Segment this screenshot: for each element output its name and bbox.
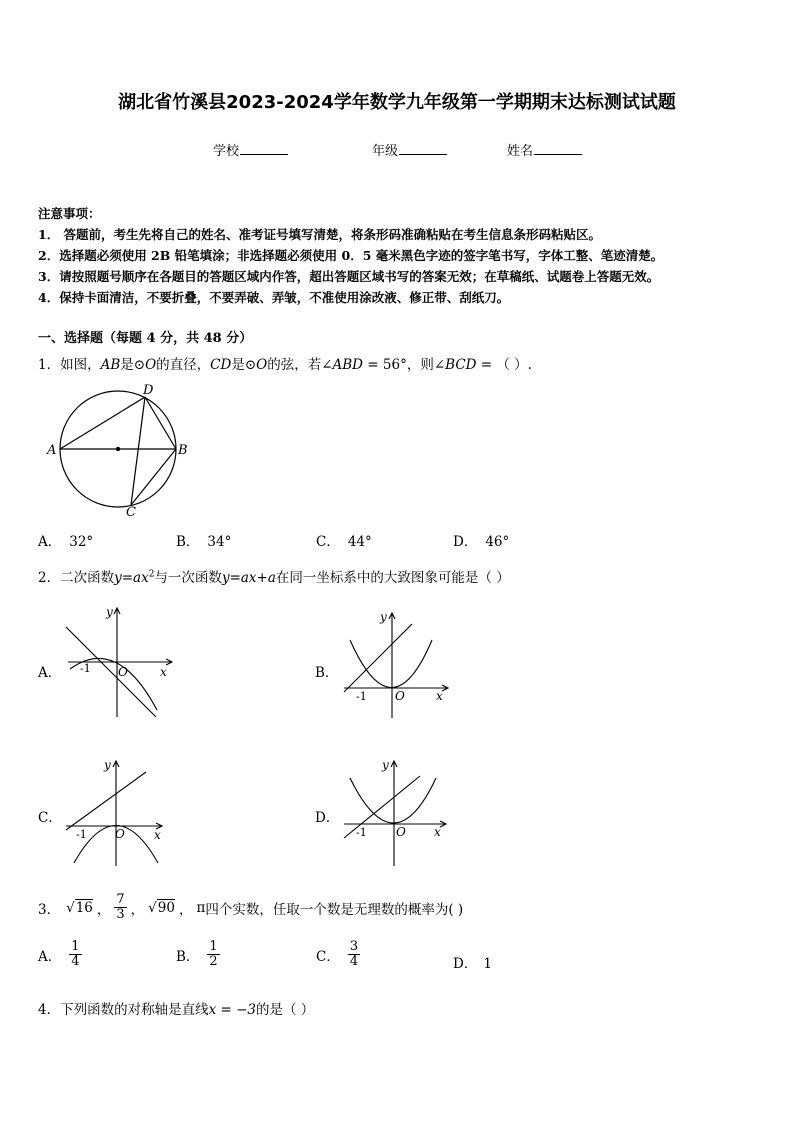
q2-text: 二次函数 [60, 570, 115, 586]
q3-option-c[interactable] [316, 940, 360, 969]
q1-text: 的弦，若∠ [267, 357, 333, 373]
school-blank[interactable] [240, 142, 288, 155]
note-item: 3．请按照题号顺序在各题目的答题区域内作答，超出答题区域书写的答案无效；在草稿纸、试题卷上答题无效。 [38, 269, 660, 284]
q2-option-b-label[interactable]: B． [315, 665, 339, 681]
option-label: A． [38, 534, 62, 550]
option-label: B． [176, 534, 200, 550]
origin-label: O [115, 827, 125, 841]
q1-text: = （ ）. [476, 357, 532, 373]
option-value: 1 [483, 956, 492, 972]
grade-field [372, 140, 447, 159]
note-item: 4．保持卡面清洁，不要折叠，不要弄破、弄皱，不准使用涂改液、修正带、刮纸刀。 [38, 290, 510, 305]
frac-den: 4 [349, 954, 359, 969]
label-a: A [47, 443, 57, 458]
grade-label: 年级 [372, 144, 399, 159]
q1-segment-ab: AB [100, 357, 121, 373]
q1-text: 是 [231, 357, 245, 373]
q3-option-a[interactable] [38, 940, 82, 969]
q1-circle-o: ⊙O [244, 357, 268, 373]
q2-text: 与一次函数 [154, 570, 222, 586]
q2-graph-a[interactable] [62, 605, 182, 720]
center-point [116, 447, 120, 451]
q2-option-a-label[interactable]: A． [38, 665, 62, 681]
q1-circle-figure [44, 380, 194, 520]
q1-angle-abd: ABD [332, 357, 364, 373]
notes-heading: 注意事项： [38, 206, 101, 221]
question-number: 3． [38, 901, 61, 918]
frac-num: 3 [349, 939, 359, 954]
q4-text: 的是（ ） [256, 1002, 315, 1018]
linear-line [66, 772, 146, 830]
q2-graph-d[interactable] [340, 758, 452, 870]
q1-option-c[interactable] [316, 530, 372, 550]
tick-neg1: -1 [76, 828, 87, 841]
axis-x-label: x [154, 828, 161, 842]
chord-db [145, 397, 176, 449]
q1-text: 如图， [60, 357, 101, 373]
q3-sqrt-90: 90 [157, 899, 175, 916]
q2-text: 在同一坐标系中的大致图象可能是（ ） [275, 570, 510, 586]
name-blank[interactable] [534, 142, 582, 155]
q3-option-d[interactable] [453, 952, 492, 972]
label-d: D [143, 383, 154, 398]
question-4 [38, 998, 314, 1018]
note-item: 2．选择题必须使用 2B 铅笔填涂；非选择题必须使用 0．5 毫米黑色字迹的签字笔书写，字体工整、笔迹清楚。 [38, 248, 664, 263]
origin-label: O [395, 689, 405, 703]
q4-formula: x = −3 [208, 1002, 257, 1018]
q1-circle-o: ⊙O [133, 357, 157, 373]
option-label: A． [38, 948, 62, 965]
option-value: 46° [485, 534, 510, 550]
tick-neg1: -1 [356, 826, 367, 839]
q3-fraction-7-3 [114, 893, 126, 922]
option-value: 32° [69, 534, 94, 550]
q1-text: = 56°，则∠ [363, 357, 446, 373]
school-label: 学校 [213, 144, 240, 159]
q2-graph-b[interactable] [340, 610, 455, 722]
q3-sqrt-16: 16 [75, 899, 93, 916]
q1-angle-bcd: BCD [445, 357, 477, 373]
tick-neg1: -1 [80, 662, 91, 675]
label-b: B [178, 443, 188, 458]
q2-option-d-label[interactable]: D． [315, 810, 340, 826]
school-field [213, 140, 288, 159]
q1-option-d[interactable] [453, 530, 509, 550]
question-number: 4． [38, 1002, 61, 1018]
label-c: C [126, 505, 136, 520]
tick-neg1: -1 [356, 690, 367, 703]
question-1 [38, 353, 532, 373]
frac-num: 1 [71, 939, 80, 954]
frac-num: 1 [209, 939, 218, 954]
axis-y-label: y [104, 758, 111, 772]
grade-blank[interactable] [399, 142, 447, 155]
section-heading: 一、选择题（每题 4 分，共 48 分） [38, 331, 253, 346]
axis-y-label: y [380, 610, 387, 624]
origin-label: O [396, 825, 406, 839]
option-label: C． [316, 534, 340, 550]
chord-dc [131, 397, 145, 505]
question-number: 2． [38, 570, 61, 586]
notes-block [38, 203, 663, 308]
axis-x-label: x [436, 689, 443, 703]
parabola-curve [350, 778, 436, 823]
question-2 [38, 566, 510, 586]
option-label: D． [453, 534, 478, 550]
q3-text: 四个实数，任取一个数是无理数的概率为( ) [205, 901, 464, 918]
q3-option-b[interactable] [176, 940, 220, 969]
axis-y-label: y [106, 605, 113, 619]
note-item: 1． 答题前，考生先将自己的姓名、准考证号填写清楚，将条形码准确粘贴在考生信息条形码粘贴区。 [38, 227, 602, 242]
q1-text: 是 [120, 357, 134, 373]
origin-label: O [118, 665, 128, 679]
option-label: B． [176, 948, 200, 965]
q1-option-b[interactable] [176, 530, 231, 550]
question-number: 1． [38, 357, 61, 373]
frac-den: 4 [71, 954, 80, 969]
option-label: D． [453, 956, 478, 972]
q1-option-a[interactable] [38, 530, 93, 550]
q2-exponent: 2 [148, 569, 155, 580]
q3-pi: π [196, 899, 206, 916]
q4-text: 下列函数的对称轴是直线 [60, 1002, 209, 1018]
name-field [507, 140, 582, 159]
q2-graph-c[interactable] [62, 758, 172, 870]
frac-den: 2 [209, 954, 218, 969]
q2-option-c-label[interactable]: C． [38, 810, 62, 826]
option-label: C． [316, 948, 340, 965]
frac-num: 7 [116, 892, 125, 907]
chord-ad [60, 397, 145, 449]
option-value: 44° [347, 534, 372, 550]
question-3: 3． √16 ， $\frac{7}{3}$ ， √90 ， π 四个实数，任取一个数是无理数的概率为( ) [38, 892, 464, 922]
q1-text: 的直径， [156, 357, 211, 373]
axis-x-label: x [434, 825, 441, 839]
name-label: 姓名 [507, 144, 534, 159]
q1-segment-cd: CD [210, 357, 232, 373]
option-value: 34° [207, 534, 232, 550]
axis-x-label: x [160, 665, 167, 679]
page-title: 湖北省竹溪县2023-2024学年数学九年级第一学期期末达标测试试题 [118, 92, 676, 113]
parabola-curve [350, 640, 432, 688]
q2-linear: y=ax+a [221, 570, 276, 586]
frac-den: 3 [116, 907, 125, 922]
axis-y-label: y [382, 758, 389, 772]
q2-quadratic: y=ax [114, 570, 149, 586]
